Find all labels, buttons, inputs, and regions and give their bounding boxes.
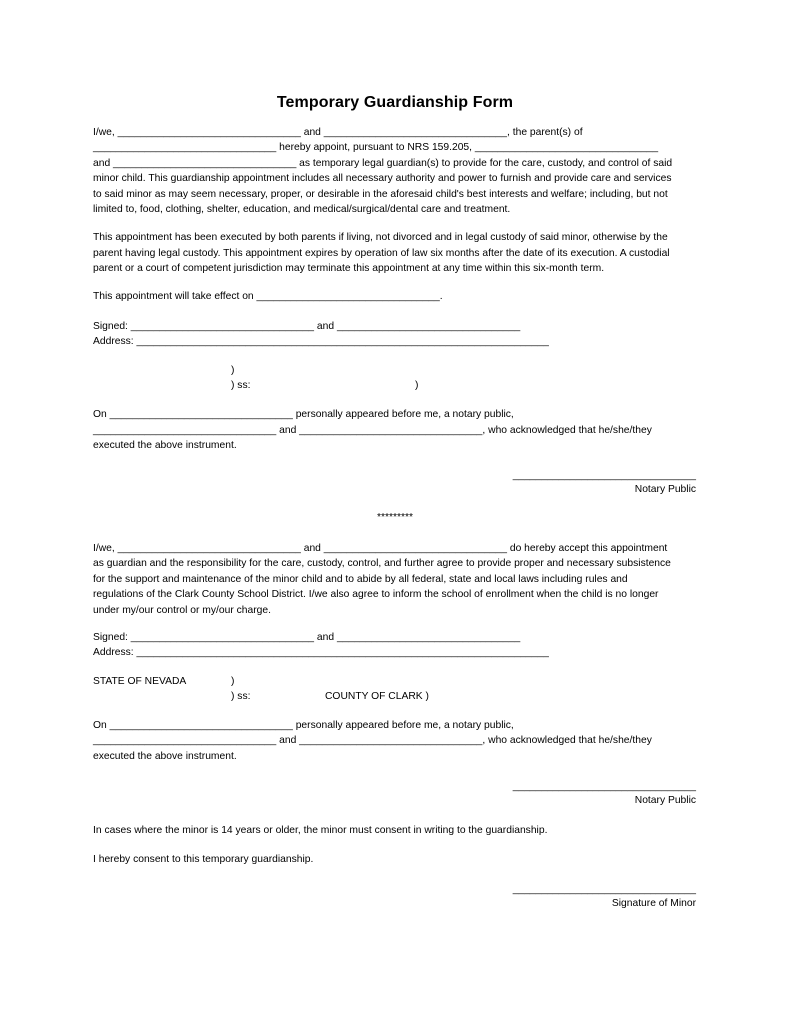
guardian-address-line: Address: ________________________________________________________________________ <box>93 647 549 658</box>
notary-acknowledgment-line: executed the above instrument. <box>93 440 237 451</box>
appointment-paragraph-line: to said minor as may seem necessary, proper, or desirable in the aforesaid child's best interests and welfare; including, but not <box>93 189 668 200</box>
acceptance-paragraph-line: as guardian and the responsibility for the care, custody, control, and further agree to provide proper and necessary subsistence <box>93 558 671 569</box>
acceptance-paragraph-line: regulations of the Clark County School District. I/we also agree to inform the school of enrollment when the child is no longer <box>93 589 659 600</box>
acceptance-paragraph-line: for the support and maintenance of the minor child and to abide by all federal, state and local laws including rules and <box>93 574 628 585</box>
venue-paren: ) <box>415 380 419 391</box>
guardian-signature-line: Signed: ________________________________ and ________________________________ <box>93 632 521 643</box>
venue-paren: ) <box>231 365 235 376</box>
acceptance-paragraph-line: under my/our control or my/our charge. <box>93 605 271 616</box>
minor-signature-label: Signature of Minor <box>611 898 696 909</box>
notary-acknowledgment-line: ________________________________ and ________________________________, who acknowledged that he/she/they <box>93 425 652 436</box>
page-title: Temporary Guardianship Form <box>276 94 514 111</box>
venue-ss: ) ss: <box>231 380 251 391</box>
minor-signature-line: ________________________________ <box>512 884 696 895</box>
parent-address-line: Address: ________________________________________________________________________ <box>93 336 549 347</box>
notary-acknowledgment-line: executed the above instrument. <box>93 751 237 762</box>
expiration-paragraph-line: parent having legal custody. This appointment expires by operation of law six months after the date of its execution. A custodial <box>93 248 670 259</box>
minor-consent-statement: I hereby consent to this temporary guardianship. <box>93 854 314 865</box>
expiration-paragraph-line: parent or a court of competent jurisdiction may terminate this appointment at any time within this six-month term. <box>93 263 605 274</box>
venue-county: COUNTY OF CLARK ) <box>325 691 429 702</box>
venue-state: STATE OF NEVADA <box>93 676 187 687</box>
venue-ss: ) ss: <box>231 691 251 702</box>
notary-public-label: Notary Public <box>634 484 696 495</box>
minor-consent-note: In cases where the minor is 14 years or older, the minor must consent in writing to the guardianship. <box>93 825 548 836</box>
notary-acknowledgment-line: On ________________________________ personally appeared before me, a notary public, <box>93 720 514 731</box>
notary-acknowledgment-line: On ________________________________ personally appeared before me, a notary public, <box>93 409 514 420</box>
notary-signature-line: ________________________________ <box>512 781 696 792</box>
appointment-paragraph-line: minor child. This guardianship appointment includes all necessary authority and power to furnish and provide care and services <box>93 173 672 184</box>
section-separator: ********* <box>376 512 414 523</box>
appointment-paragraph-line: I/we, ________________________________ and ________________________________, the parent(s) of <box>93 127 583 138</box>
appointment-paragraph-line: and ________________________________ as temporary legal guardian(s) to provide for the care, custody, and control of said <box>93 158 673 169</box>
parent-signature-line: Signed: ________________________________ and ________________________________ <box>93 321 521 332</box>
appointment-paragraph-line: ________________________________ hereby appoint, pursuant to NRS 159.205, ________________________________ <box>93 142 659 153</box>
acceptance-paragraph-line: I/we, ________________________________ and ________________________________ do hereby accept this appointment <box>93 543 668 554</box>
notary-public-label: Notary Public <box>634 795 696 806</box>
expiration-paragraph-line: This appointment has been executed by both parents if living, not divorced and in legal custody of said minor, otherwise by the <box>93 232 668 243</box>
venue-paren: ) <box>231 676 235 687</box>
appointment-paragraph-line: limited to, food, clothing, shelter, education, and medical/surgical/dental care and treatment. <box>93 204 511 215</box>
notary-acknowledgment-line: ________________________________ and ________________________________, who acknowledged that he/she/they <box>93 735 652 746</box>
effective-date-line: This appointment will take effect on ________________________________. <box>93 291 443 302</box>
notary-signature-line: ________________________________ <box>512 470 696 481</box>
